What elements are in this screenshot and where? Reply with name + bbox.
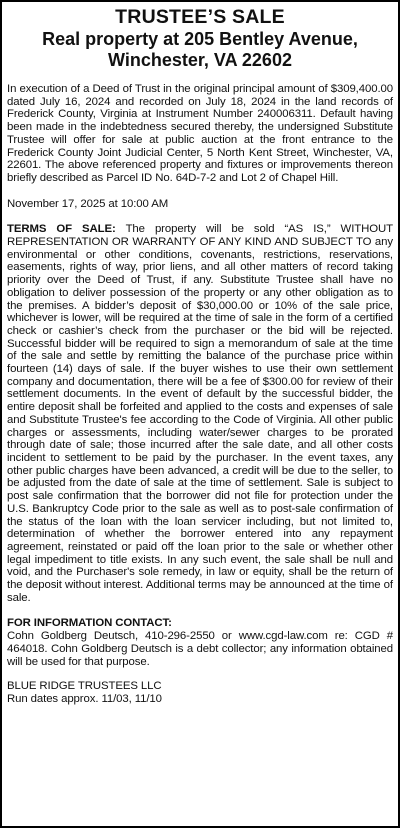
property-address-line-2: Winchester, VA 22602 [108, 50, 292, 70]
intro-paragraph: In execution of a Deed of Trust in the original principal amount of $309,400.00 dated July 16, 2024 and recorded on July 18, 2024 in the land records of Frederick County, Virginia at Instrument Number 240006311. Default having been made in the indebtedness secured thereby, the undersigned Substitute Trustee will offer for sale at public auction at the front entrance to the Frederick County Joint Judicial Center, 5 North Kent Street, Winchester, VA, 22601. The above referenced property and fixtures or improvements thereon briefly described as Parcel ID No. 64D-7-2 and Lot 2 of Chapel Hill. [7, 83, 393, 184]
property-address-heading [7, 29, 393, 71]
footer [7, 680, 393, 705]
terms-of-sale-label: TERMS OF SALE: [7, 223, 116, 236]
contact-section [7, 617, 393, 668]
terms-of-sale-paragraph [7, 223, 393, 604]
contact-text: Cohn Goldberg Deutsch, 410-296-2550 or www.cgd-law.com re: CGD # 464018. Cohn Goldberg Deutsch is a debt collector; any information obtained will be used for that purpose. [7, 630, 393, 668]
sale-datetime: November 17, 2025 at 10:00 AM [7, 197, 169, 210]
trustee-company-name: BLUE RIDGE TRUSTEES LLC [7, 680, 162, 693]
terms-of-sale-text: The property will be sold “AS IS,” WITHOUT REPRESENTATION OR WARRANTY OF ANY KIND AND SUBJECT TO any environmental or other conditions, covenants, restrictions, reservations, easements, rights of way, prior liens, and all other matters of record taking priority over the Deed of Trust, if any. Substitute Trustee shall have no obligation to deliver possession of the property or any other obligation as to the premises. A bidder’s deposit of $30,000.00 or 10% of the sale price, whichever is lower, will be required at the time of sale in the form of a certified check or cashier’s check from the purchaser or the bid will be rejected. Successful bidder will be required to sign a memorandum of sale at the time of the sale and settle by remitting the balance of the purchase price within fourteen (14) days of sale. If the buyer wishes to use their own settlement company and documentation, there will be a fee of $300.00 for review of their settlement documents. In the event of default by the successful bidder, the entire deposit shall be forfeited and applied to the costs and expenses of sale and Substitute Trustee's fee according to the Code of Virginia. All other public charges or assessments, including water/sewer charges to be prorated through date of sale; those incurred after the sale date, and all other costs incident to settlement to be paid by the purchaser. In the event taxes, any other public charges have been advanced, a credit will be due to the seller, to be adjusted from the date of sale at the time of settlement. Sale is subject to post sale confirmation that the borrower did not file for protection under the U.S. Bankruptcy Code prior to the sale as well as to post-sale confirmation of the status of the loan with the loan servicer including, but not limited to, determination of whether the borrower entered into any repayment agreement, reinstated or paid off the loan prior to the sale or whether other legal impediment to title exists. In any such event, the sale shall be null and void, and the Purchaser's sole remedy, in law or equity, shall be the return of the deposit without interest. Additional terms may be announced at the time of sale. [7, 223, 393, 604]
property-address-line-1: Real property at 205 Bentley Avenue, [42, 29, 358, 49]
run-dates: Run dates approx. 11/03, 11/10 [7, 692, 162, 705]
notice-title: TRUSTEE’S SALE [115, 6, 285, 28]
contact-label: FOR INFORMATION CONTACT: [7, 617, 172, 630]
